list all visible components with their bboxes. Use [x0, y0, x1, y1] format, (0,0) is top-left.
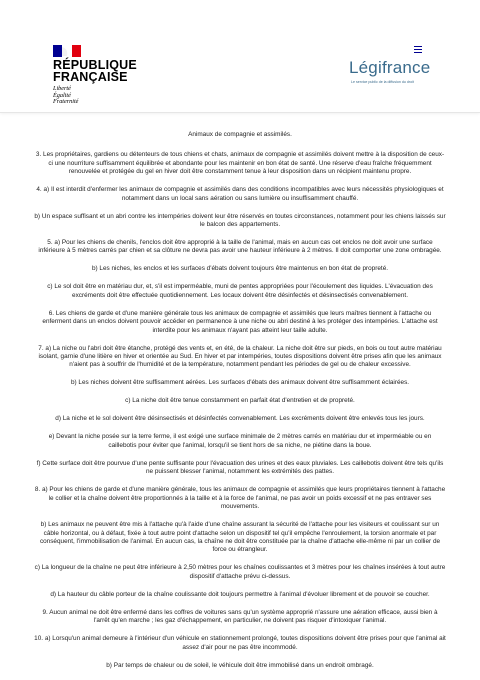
site-header: [0, 0, 480, 113]
document-paragraph: d) La hauteur du câble porteur de la chaîne coulissante doit toujours permettre à l'animal d'évoluer librement et de pouvoir se coucher.: [50, 590, 430, 598]
document-paragraph: 4. a) Il est interdit d'enfermer les animaux de compagnie et assimilés dans des conditions incompatibles avec leurs nécessités physiologiques et notamment dans un local sans aération ou sans lumière ou insuffisamment chauffé.: [36, 186, 444, 202]
document-paragraph: 3. Les propriétaires, gardiens ou détenteurs de tous chiens et chats, animaux de compagnie et assimilés doivent mettre à la disposition de ceux-ci une nourriture suffisamment équilibrée et abondante pour les maintenir en bon état de santé. Une réserve d'eau fraîche fréquemment renouvelée et protégée du gel en hiver doit être constamment tenue à leur disposition dans un récipient maintenu propre.: [35, 151, 445, 176]
document-paragraph: 9. Aucun animal ne doit être enfermé dans les coffres de voitures sans qu'un système approprié n'assure une aération efficace, aussi bien à l'arrêt qu'en marche ; les gaz d'échappement, en particulier, ne doivent pas risquer d'intoxiquer l'animal.: [42, 608, 438, 625]
hamburger-menu-icon[interactable]: [414, 46, 422, 53]
republic-motto: Liberté Égalité Fraternité: [53, 85, 79, 106]
document-paragraph: 5. a) Pour les chiens de chenils, l'enclos doit être approprié à la taille de l'animal, mais en aucun cas cet enclos ne doit avoir une surface inférieure à 5 mètres carrés par chien et sa clôture ne devra pas avoir une hauteur inférieure à 2 mètres. Il doit comporter une zone ombragée.: [38, 239, 442, 255]
document-paragraph: 6. Les chiens de garde et d'une manière générale tous les animaux de compagnie et assimilés que leurs maîtres tiennent à l'attache ou enferment dans un enclos doivent pouvoir accéder en permanence à une niche ou abri destiné à les protéger des intempéries. L'attache est interdite pour les animaux n'ayant pas atteint leur taille adulte.: [42, 309, 438, 334]
legifrance-logo[interactable]: Légifrance: [349, 58, 431, 77]
document-paragraph: e) Devant la niche posée sur la terre ferme, il est exigé une surface minimale de 2 mètres carrés en matériau dur et imperméable ou en caillebotis pour éviter que l'animal, lorsqu'il se tient hors de sa niche, ne piétine dans la boue.: [48, 433, 432, 449]
document-paragraph: f) Cette surface doit être pourvue d'une pente suffisante pour l'évacuation des urines et des eaux pluviales. Les caillebotis doivent être tels qu'ils ne puissent blesser l'animal, notamment les extrémités des pattes.: [36, 459, 444, 476]
document-paragraph: 8. a) Pour les chiens de garde et d'une manière générale, tous les animaux de compagnie et assimilés que leurs propriétaires tiennent à l'attache le collier et la chaîne doivent être proportionnés à la taille et à la force de l'animal, ne pas avoir un poids excessif et ne pas entraver ses mouvements.: [34, 486, 446, 511]
document-paragraph: 7. a) La niche ou l'abri doit être étanche, protégé des vents et, en été, de la chaleur. La niche doit être sur pieds, en bois ou tout autre matériau isolant, garnie d'une litière en hiver et orientée au Sud. En hiver et par intempéries, toutes dispositions doivent être prises afin que les animaux n'aient pas à souffrir de l'humidité et de la température, notamment pendant les périodes de gel ou de chaleur excessive.: [38, 344, 442, 369]
document-paragraph: c) La niche doit être tenue constamment en parfait état d'entretien et de propreté.: [125, 397, 355, 405]
document-paragraph: b) Les niches, les enclos et les surfaces d'ébats doivent toujours être maintenus en bon état de propreté.: [91, 265, 389, 273]
document-paragraph: c) La longueur de la chaîne ne peut être inférieure à 2,50 mètres pour les chaînes coulissantes et 3 mètres pour les chaînes insérées à tout autre dispositif d'attache prévu ci-dessus.: [34, 564, 446, 580]
document-title: Animaux de compagnie et assimilés.: [188, 131, 292, 138]
legifrance-tagline: Le service public de la diffusion du droit: [351, 80, 414, 84]
document-paragraph: b) Les animaux ne peuvent être mis à l'attache qu'à l'aide d'une chaîne assurant la sécurité de l'attache pour les visiteurs et coulissant sur un câble horizontal, ou à défaut, fixée à tout autre point d'attache selon un dispositif tel qu'il empêche l'enroulement, la torsion anormale et par conséquent, l'immobilisation de l'animal. En aucun cas, la chaîne ne doit être constituée par la chaîne d'attache elle-même ni par un collier de force ou étrangleur.: [39, 521, 441, 554]
republique-francaise-brand: RÉPUBLIQUE FRANÇAISE: [53, 58, 137, 84]
document-paragraphs: [34, 151, 446, 670]
marianne-flag-logo: [53, 45, 81, 57]
document-content: [34, 131, 446, 680]
document-paragraph: 10. a) Lorsqu'un animal demeure à l'intérieur d'un véhicule en stationnement prolongé, toutes dispositions doivent être prises pour que l'animal ait assez d'air pour ne pas être incommodé.: [34, 635, 446, 651]
document-paragraph: b) Les niches doivent être suffisamment aérées. Les surfaces d'ébats des animaux doivent être suffisamment éclairées.: [70, 379, 410, 387]
document-paragraph: d) La niche et le sol doivent être désinsectisés et désinfectés convenablement. Les excréments doivent être enlevés tous les jours.: [55, 415, 425, 423]
document-paragraph: b) Un espace suffisant et un abri contre les intempéries doivent leur être réservés en toutes circonstances, notamment pour les chiens laissés sur le balcon des appartements.: [34, 212, 446, 229]
document-paragraph: b) Par temps de chaleur ou de soleil, le véhicule doit être immobilisé dans un endroit ombragé.: [106, 661, 374, 669]
document-paragraph: c) Le sol doit être en matériau dur, et, s'il est imperméable, muni de pentes appropriées pour l'écoulement des liquides. L'évacuation des excréments doit être effectuée quotidiennement. Les locaux doivent être désinfectés et désinsectisés convenablement.: [47, 283, 433, 299]
